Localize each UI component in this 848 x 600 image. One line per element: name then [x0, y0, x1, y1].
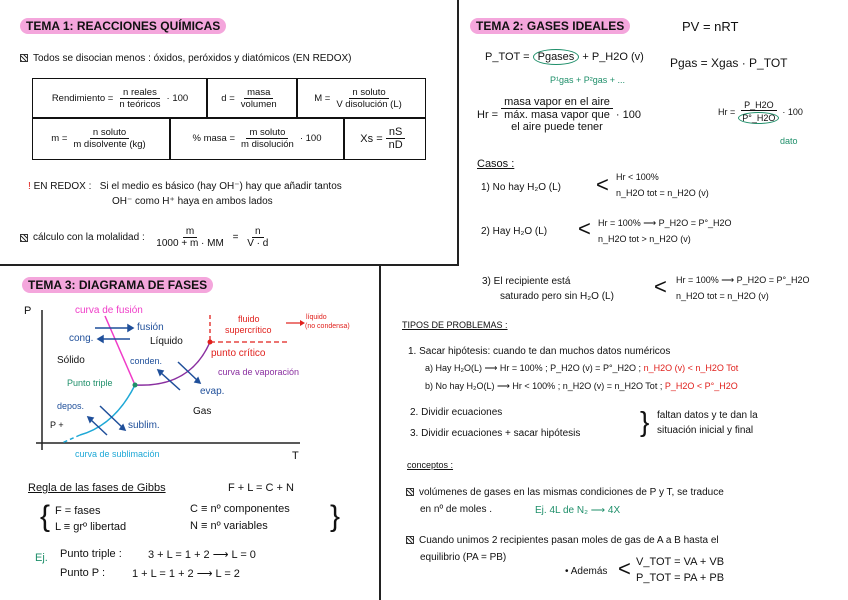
divider-vertical-top	[457, 0, 459, 265]
label: cálculo con la molalidad :	[33, 232, 145, 243]
ptot-left: P_TOT =	[485, 51, 530, 63]
problema-3: 3. Dividir ecuaciones + sacar hipótesis	[410, 428, 581, 439]
angle-bracket-icon: <	[578, 216, 591, 241]
denominator: m disolvente (kg)	[73, 139, 146, 150]
tema2-title: TEMA 2: GASES IDEALES	[470, 18, 630, 34]
ademas-label: • Además	[565, 566, 608, 577]
right-brace-icon: }	[640, 406, 650, 437]
example1-label: Punto triple :	[60, 548, 122, 560]
case-label: 2) Hay H₂O (L)	[481, 226, 548, 237]
def-f: F = fases	[55, 505, 101, 517]
checkbox-icon	[406, 488, 414, 496]
label: d =	[221, 93, 235, 104]
label: Rendimiento =	[51, 93, 114, 104]
gibbs-equation: F + L = C + N	[228, 482, 294, 494]
deposicion-arrow	[90, 419, 107, 435]
right-brace-icon: }	[330, 500, 341, 533]
denominator: n teóricos	[119, 99, 161, 110]
label-curva-vaporacion: curva de vaporación	[218, 367, 300, 377]
label: M =	[314, 93, 331, 104]
sublimation-curve	[80, 385, 135, 435]
label-punto-critico: punto crítico	[211, 348, 266, 359]
label-fusion: fusión	[137, 322, 164, 333]
conceptos-title: conceptos :	[407, 460, 454, 470]
note-line1: faltan datos y te dan la	[657, 410, 758, 421]
label-fluido: fluido	[238, 314, 260, 324]
tail: · 100	[166, 93, 189, 104]
problema-1a	[425, 363, 738, 374]
example1-value: 3 + L = 1 + 2 ⟶ L = 0	[148, 549, 256, 561]
problema-2: 2. Dividir ecuaciones	[410, 407, 503, 418]
checkbox-icon	[406, 536, 414, 544]
numerator: n soluto	[90, 127, 129, 139]
case-2	[481, 226, 547, 237]
def-l: L ≡ grº libertad	[55, 521, 127, 533]
label-liquido: Líquido	[150, 336, 183, 347]
tail: · 100	[615, 108, 641, 121]
ptot-right: + P_H2O (v)	[582, 51, 644, 63]
def-n: N ≡ nº variables	[190, 520, 268, 532]
axis-label-p: P	[24, 305, 32, 317]
tail: · 100	[299, 133, 322, 144]
redox-line1: Si el medio es básico (hay OH⁻) hay que añadir tantos	[99, 181, 342, 192]
example2-value: 1 + L = 1 + 2 ⟶ L = 2	[132, 568, 240, 580]
denominator: m disolución	[241, 139, 294, 150]
text: b) No hay H₂O(L) ⟶ Hr < 100% ; n_H2O (v) = n_H2O Tot ;	[425, 381, 663, 391]
concepto-2-line2: equilibrio (PA = PB)	[420, 552, 507, 563]
ptot-equation: P_TOT = PA + PB	[636, 572, 725, 584]
denominator: volumen	[240, 99, 277, 110]
tail: · 100	[782, 107, 803, 117]
text: volúmenes de gases en las mismas condiciones de P y T, se traduce	[419, 487, 724, 498]
denominator: 1000 + m · MM	[156, 238, 224, 249]
axis-label-t: T	[292, 450, 299, 462]
example2-label: Punto P :	[60, 567, 106, 579]
numerator: masa	[244, 87, 273, 99]
problema-1b	[425, 381, 738, 392]
problemas-title: TIPOS DE PROBLEMAS :	[402, 320, 508, 330]
highlight: n_H2O (v) < n_H2O Tot	[643, 363, 739, 373]
case-line2: n_H2O tot = n_H2O (v)	[676, 291, 769, 301]
pgas-equation: Pgas = Xgas · P_TOT	[670, 56, 788, 70]
fraction	[738, 100, 779, 124]
tema3-title: TEMA 3: DIAGRAMA DE FASES	[22, 277, 213, 293]
denominator: V · d	[247, 238, 269, 249]
case-1	[481, 182, 561, 193]
numerator: m	[183, 226, 197, 238]
label-gas: Gas	[193, 406, 212, 417]
angle-bracket-icon: <	[654, 274, 667, 299]
label-supercritico: supercrítico	[225, 325, 272, 335]
def-c: C ≡ nº componentes	[190, 503, 290, 515]
dato-note: dato	[780, 136, 798, 146]
problema-1: 1. Sacar hipótesis: cuando te dan muchos datos numéricos	[408, 346, 671, 357]
pgases-note: P¹gas + P²gas + ...	[550, 75, 626, 85]
hr-pressure	[718, 100, 803, 124]
gibbs-title: Regla de las fases de Gibbs	[28, 482, 166, 494]
text: Cuando unimos 2 recipientes pasan moles de gas de A a B hasta el	[419, 535, 719, 546]
label-punto-p: P +	[50, 420, 64, 430]
fraction	[501, 96, 613, 133]
example-label: Ej.	[35, 552, 48, 564]
label-deposicion: depos.	[57, 401, 85, 411]
label-sublimacion: sublim.	[128, 420, 160, 431]
concepto-1-line2: en nº de moles .	[420, 504, 493, 515]
hr-definition	[477, 96, 641, 133]
label-curva-sublimacion: curva de sublimación	[75, 449, 160, 459]
triple-point	[133, 383, 138, 388]
numerator: nS	[386, 126, 405, 139]
numerator: P_H2O	[741, 100, 777, 111]
numerator: n reales	[120, 87, 160, 99]
label-congelacion: cong.	[69, 333, 94, 344]
denominator: nD	[388, 139, 403, 151]
denominator-line2: el aire puede tener	[511, 121, 603, 133]
equals: =	[232, 232, 239, 243]
case-line2: n_H2O tot = n_H2O (v)	[616, 188, 709, 198]
case-3-label2: saturado pero sin H₂O (L)	[500, 291, 614, 302]
label-solido: Sólido	[57, 355, 85, 366]
case-line1: Hr = 100% ⟶ P_H2O = P°_H2O	[676, 275, 810, 285]
bullet-text: Todos se disocian menos : óxidos, peróxidos y diatómicos (EN REDOX)	[33, 53, 352, 64]
concepto-1-example: Ej. 4L de N₂ ⟶ 4X	[535, 505, 621, 516]
label-curva-fusion: curva de fusión	[75, 305, 143, 316]
denominator-line1: máx. masa vapor que	[504, 109, 610, 121]
redox-label: EN REDOX :	[33, 181, 92, 192]
redox-line2: OH⁻ como H⁺ haya en ambos lados	[112, 196, 273, 207]
ideal-gas-law: PV = nRT	[682, 19, 739, 34]
label: Hr =	[718, 107, 736, 117]
label-no-condensa: (no condensa)	[305, 323, 350, 330]
label-punto-triple: Punto triple	[67, 378, 113, 388]
case-3-label: 3) El recipiente está	[482, 276, 571, 287]
concepto-2	[406, 535, 719, 546]
angle-bracket-icon: <	[618, 556, 631, 581]
sublimation-curve-dashed	[62, 435, 80, 443]
numerator: n	[252, 226, 264, 238]
tema1-title: TEMA 1: REACCIONES QUÍMICAS	[20, 18, 226, 34]
angle-bracket-icon: <	[596, 172, 609, 197]
vtot-equation: V_TOT = VA + VB	[636, 556, 725, 568]
concepto-1	[406, 487, 724, 498]
case-label: 1) No hay H₂O (L)	[481, 182, 562, 193]
case-line1: Hr = 100% ⟶ P_H2O = P°_H2O	[598, 218, 732, 228]
numerator: masa vapor en el aire	[501, 96, 613, 109]
label: % masa =	[192, 133, 236, 144]
numerator: m soluto	[246, 127, 288, 139]
case-line2: n_H2O tot > n_H2O (v)	[598, 234, 691, 244]
highlight: P_H2O < P°_H2O	[664, 381, 738, 391]
label-evaporacion: evap.	[200, 386, 225, 397]
note-line2: situación inicial y final	[657, 425, 754, 436]
ptot-equation	[485, 51, 644, 63]
casos-heading: Casos :	[477, 158, 515, 170]
label: Hr =	[477, 108, 499, 121]
numerator: n soluto	[349, 87, 388, 99]
text: a) Hay H₂O(L) ⟶ Hr = 100% ; P_H2O (v) = P°_H2O ;	[425, 363, 642, 373]
label-liquido-nc: líquido	[306, 314, 327, 321]
label: Xs =	[360, 132, 383, 145]
denominator: V disolución (L)	[336, 99, 402, 110]
denominator: P°_H2O	[738, 112, 779, 124]
left-brace-icon: {	[40, 500, 51, 533]
warning-icon: !	[28, 181, 31, 192]
pgases-circled: Pgases	[533, 49, 580, 65]
fraction	[386, 126, 406, 151]
condensacion-arrow	[160, 372, 180, 390]
label: m =	[51, 133, 68, 144]
label-condensacion: conden.	[130, 356, 163, 366]
case-line1: Hr < 100%	[616, 172, 659, 182]
critical-point	[208, 340, 213, 345]
